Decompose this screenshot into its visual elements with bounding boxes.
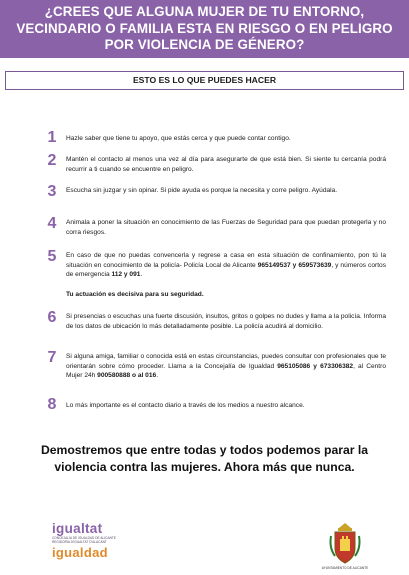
step-7-phones-b: 900580888 o al 016 — [97, 372, 157, 380]
crest-caption: AYUNTAMIENTO DE ALICANTE — [321, 566, 369, 570]
step-number: 4 — [47, 215, 57, 232]
subtitle-text: ESTO ES LO QUE PUEDES HACER — [132, 75, 277, 85]
step-text: Lo más importante es el contacto diario a través de los medios a nuestro alcance. — [66, 402, 305, 409]
step-text: Hazle saber que tiene tu apoyo, que estás cerca y que puede contar contigo. — [66, 135, 291, 142]
closing-message — [0, 442, 409, 475]
title-line-1: ¿CREES QUE ALGUNA MUJER DE TU ENTORNO, — [44, 4, 365, 19]
closing-line-2: violencia contra las mujeres. Ahora más que nunca. — [54, 459, 355, 474]
step-7-text-a: Si alguna amiga, familiar o conocida está en estas circunstancias, puedes consultar con profesionales que te orientarán sobre cómo proceder. Llama a la Concejalía de Igualdad — [66, 353, 386, 370]
step-5-phones: 965149537 y 659573639 — [257, 261, 332, 269]
step-text: Escucha sin juzgar y sin opinar. Si pide ayuda es porque la necesita y corre peligro. Ayúdala. — [66, 187, 338, 194]
step-5-emphasis — [66, 290, 386, 300]
title-line-2: VECINDARIO O FAMILIA ESTA EN RIESGO O EN PELIGRO — [16, 20, 393, 36]
logo-small-text: CONCEJALÍA DE IGUALDAD DE ALICANTE REGIDORIA D'IGUALTAT D'ALACANT — [52, 536, 116, 544]
step-7-text-b: , al Centro Mujer 24h — [66, 362, 387, 380]
crest-icon — [319, 522, 371, 566]
step-text — [66, 251, 386, 280]
igualdad-logo — [52, 521, 132, 571]
step-text: Animala a poner la situación en conocimiento de las Fuerzas de Seguridad para que puedan protegerla y no corra riesgos. — [66, 219, 386, 236]
step-5-short-numbers: 112 y 091 — [111, 271, 141, 279]
step-number: 2 — [47, 152, 57, 169]
emphasis-text: Tu actuación es decisiva para su seguridad. — [66, 291, 204, 298]
step-number: 8 — [47, 396, 57, 413]
step-7-phones-a: 965105086 y 673306382 — [277, 362, 354, 370]
step-text: Mantén el contacto al menos una vez al día para asegurarte de que está bien. Si siente tu cercanía podrá recurrir a ti cuando se encuentre en peligro. — [66, 156, 386, 173]
title-banner — [0, 0, 409, 58]
city-crest — [319, 522, 371, 572]
step-text: Si presencias o escuchas una fuerte discusión, insultos, gritos o golpes no dudes y llama a la policía. Informa de los datos de ubicación lo más detalladamente posible. La policía acudirá al domicilio. — [66, 313, 386, 330]
step-5-text-b: , y números cortos de emergencia — [66, 261, 387, 279]
closing-line-1: Demostremos que entre todas y todos podemos parar la — [40, 443, 369, 457]
step-number: 5 — [47, 248, 57, 265]
step-5-text-a: En caso de que no puedas convencerla y regrese a casa en esta situación de confinamiento, pon tú la situación en conocimiento de la policía- Policía Local de Alicante — [66, 252, 386, 269]
step-number: 3 — [47, 183, 57, 200]
logo-word-igualtat: igualtat — [52, 521, 103, 536]
step-7-text-c: . — [156, 372, 159, 380]
step-number: 6 — [47, 309, 57, 326]
step-text — [66, 352, 386, 381]
title-line-3: POR VIOLENCIA DE GÉNERO? — [104, 37, 305, 52]
step-5-text-c: . — [140, 271, 143, 279]
step-number: 7 — [47, 349, 57, 366]
step-number: 1 — [47, 129, 57, 146]
subtitle-box — [5, 71, 404, 90]
logo-word-igualdad: igualdad — [52, 545, 108, 560]
